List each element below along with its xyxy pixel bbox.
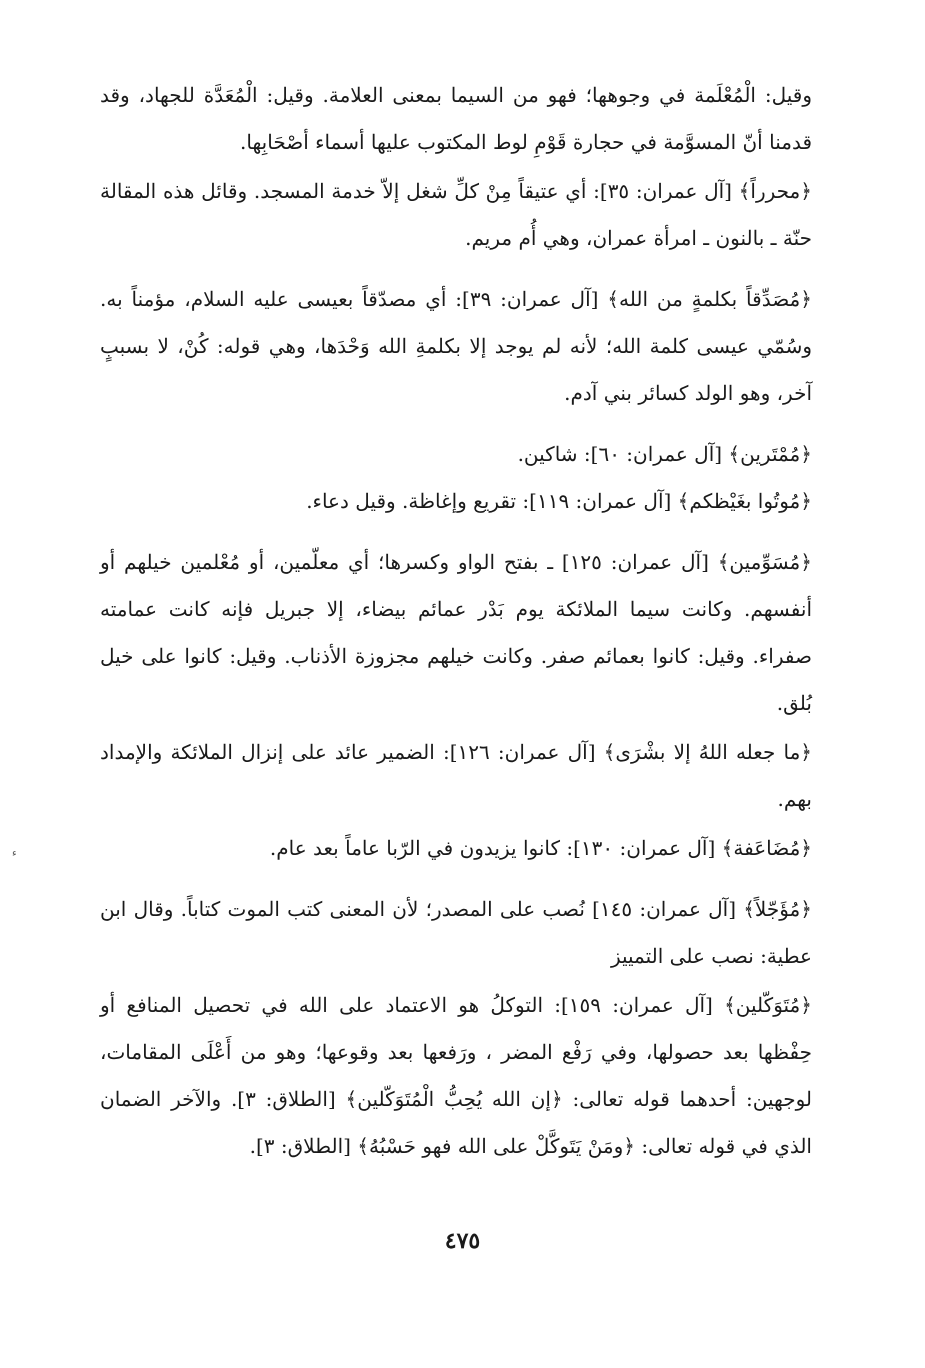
entry-musawwimin: ﴿مُسَوِّمين﴾ [آل عمران: ١٢٥] ـ بفتح الواو وكسرها؛ أي معلّمين، أو مُعْلمين خيلهم أو أنفسهم. وكانت سيما الملائكة يوم بَدْر عمائم بيضاء، إلا جبريل فإنه كانت عمامته صفراء. وقيل: كانوا بعمائم صفر. وكانت خيلهم مجزوزة الأذناب. وقيل: كانوا على خيل بُلق. xyxy=(100,550,812,715)
page-body xyxy=(100,72,812,1362)
entry-muharraran: ﴿محرراً﴾ [آل عمران: ٣٥]: أي عتيقاً مِنْ كلِّ شغل إلاّ خدمة المسجد. وقائل هذه المقالة حنّة ـ بالنون ـ امرأة عمران، وهي أُم مريم. xyxy=(100,179,812,250)
entry-muajjalan: ﴿مُؤَجّلاً﴾ [آل عمران: ١٤٥] نُصب على المصدر؛ لأن المعنى كتب الموت كتاباً. وقال ابن عطية: نصب على التمييز xyxy=(100,897,812,968)
page-number: ٤٧٥ xyxy=(444,1228,481,1254)
margin-mark: ء xyxy=(12,848,17,859)
entry-bushra: ﴿ما جعله اللهُ إلا بشْرَى﴾ [آل عمران: ١٢٦]: الضمير عائد على إنزال الملائكة والإمداد بهم. xyxy=(100,740,813,811)
entry-mutawakkilin: ﴿مُتَوَكّلين﴾ [آل عمران: ١٥٩]: التوكلُ هو الاعتماد على الله في تحصيل المنافع أو حِفْظها بعد حصولها، وفي رَفْع المضر ، ورَفعها بعد وقوعها؛ وهو من أَعْلَى المقامات، لوجهين: أحدهما قوله تعالى: ﴿إن الله يُحِبُّ الْمُتَوَكّلين﴾ [الطلاق: ٣]. والآخر الضمان الذي في قوله تعالى: ﴿ومَنْ يَتَوكَّلْ على الله فهو حَسْبُهُ﴾ [الطلاق: ٣]. xyxy=(100,993,813,1158)
entry-mumtarin: ﴿مُمْتَرين﴾ [آل عمران: ٦٠]: شاكين. xyxy=(517,442,812,466)
entry-mudaafa: ﴿مُضَاعَفة﴾ [آل عمران: ١٣٠]: كانوا يزيدون في الرّبا عاماً بعد عام. xyxy=(269,836,812,860)
entry-mutu-bighaydhikum: ﴿مُوتُوا بغَيْظكم﴾ [آل عمران: ١١٩]: تقريع وإغاظة. وقيل دعاء. xyxy=(306,489,812,513)
paragraph-intro-musawwama: وقيل: الْمُعْلَمة في وجوهها؛ فهو من السيما بمعنى العلامة. وقيل: الْمُعَدَّة للجهاد، وقد قدمنا أنّ المسوَّمة في حجارة قَوْمِ لوط المكتوب عليها أسماء أصْحَابِها. xyxy=(100,83,812,154)
entry-musaddiqan: ﴿مُصَدِّقاً بكلمةٍ من الله﴾ [آل عمران: ٣٩]: أي مصدّقاً بعيسى عليه السلام، مؤمناً به. وسُمّي عيسى كلمة الله؛ لأنه لم يوجد إلا بكلمةِ الله وَحْدَها، وهي قوله: كُنْ، لا بسببٍ آخر، وهو الولد كسائر بني آدم. xyxy=(100,287,812,405)
